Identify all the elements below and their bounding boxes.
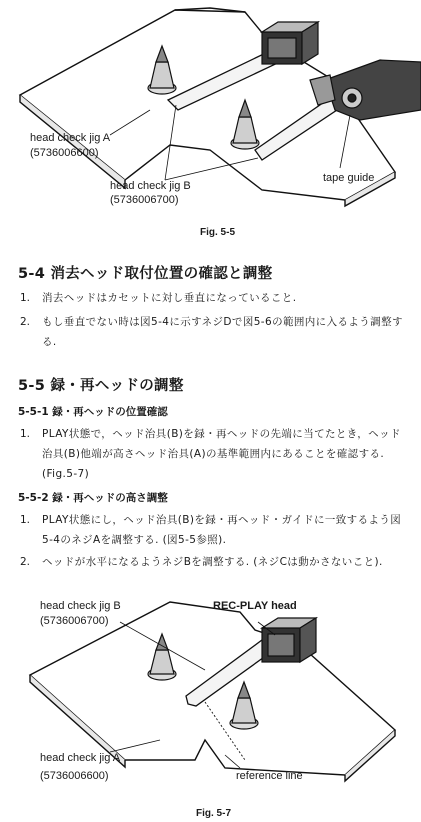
label-jig-a-part: (5736006600) xyxy=(40,770,109,782)
label-tape-guide: tape guide xyxy=(323,172,375,184)
label-reference-line: reference line xyxy=(236,770,303,782)
item-number: 2. xyxy=(20,316,31,328)
rec-play-head-block xyxy=(262,618,316,662)
caption-fig-5-7: Fig. 5-7 xyxy=(196,808,232,819)
label-jig-b: head check jig B xyxy=(110,180,191,192)
label-jig-b-part: (5736006700) xyxy=(40,615,109,627)
item-text: PLAY状態で，ヘッド治具(B)を録・再ヘッドの先端に当てたとき，ヘッド治具(B)他端が高さヘッド治具(A)の基準範囲内にあることを確認する. (Fig.5-7) xyxy=(42,428,401,480)
label-rec-play-head: REC-PLAY head xyxy=(213,600,297,612)
list-item xyxy=(20,510,405,550)
figure-5-5 xyxy=(0,0,421,240)
subsection-5-5-2-title: 5-5-2 録・再ヘッドの高さ調整 xyxy=(18,492,168,504)
item-text: もし垂直でない時は図5-4に示すネジDで図5-6の範囲内に入るよう調整する. xyxy=(42,316,403,348)
list-item xyxy=(20,312,405,352)
item-number: 2. xyxy=(20,556,31,568)
label-jig-a-part: (5736006600) xyxy=(30,147,99,159)
label-jig-a: head check jig A xyxy=(40,752,121,764)
section-5-4-title: 5-4 消去ヘッド取付位置の確認と調整 xyxy=(18,266,273,282)
label-jig-b-part: (5736006700) xyxy=(110,194,179,206)
item-number: 1. xyxy=(20,428,31,440)
item-text: ヘッドが水平になるようネジBを調整する. (ネジCは動かさないこと). xyxy=(42,556,383,568)
subsection-5-5-1-title: 5-5-1 録・再ヘッドの位置確認 xyxy=(18,406,168,418)
list-item xyxy=(20,288,405,308)
item-text: 消去ヘッドはカセットに対し垂直になっていること. xyxy=(42,292,297,304)
label-jig-b: head check jig B xyxy=(40,600,121,612)
section-5-5-title: 5-5 録・再ヘッドの調整 xyxy=(18,378,184,394)
figure-5-7 xyxy=(0,590,421,822)
caption-fig-5-5: Fig. 5-5 xyxy=(200,227,236,238)
item-number: 1. xyxy=(20,514,31,526)
list-item xyxy=(20,424,405,484)
item-text: PLAY状態にし，ヘッド治具(B)を録・再ヘッド・ガイドに一致するよう図5-4のネジAを調整する. (図5-5参照). xyxy=(42,514,402,546)
label-jig-a: head check jig A xyxy=(30,132,111,144)
erase-head-block xyxy=(262,22,318,64)
item-number: 1. xyxy=(20,292,31,304)
figure-5-5-drawing xyxy=(0,0,421,240)
list-item xyxy=(20,552,405,572)
